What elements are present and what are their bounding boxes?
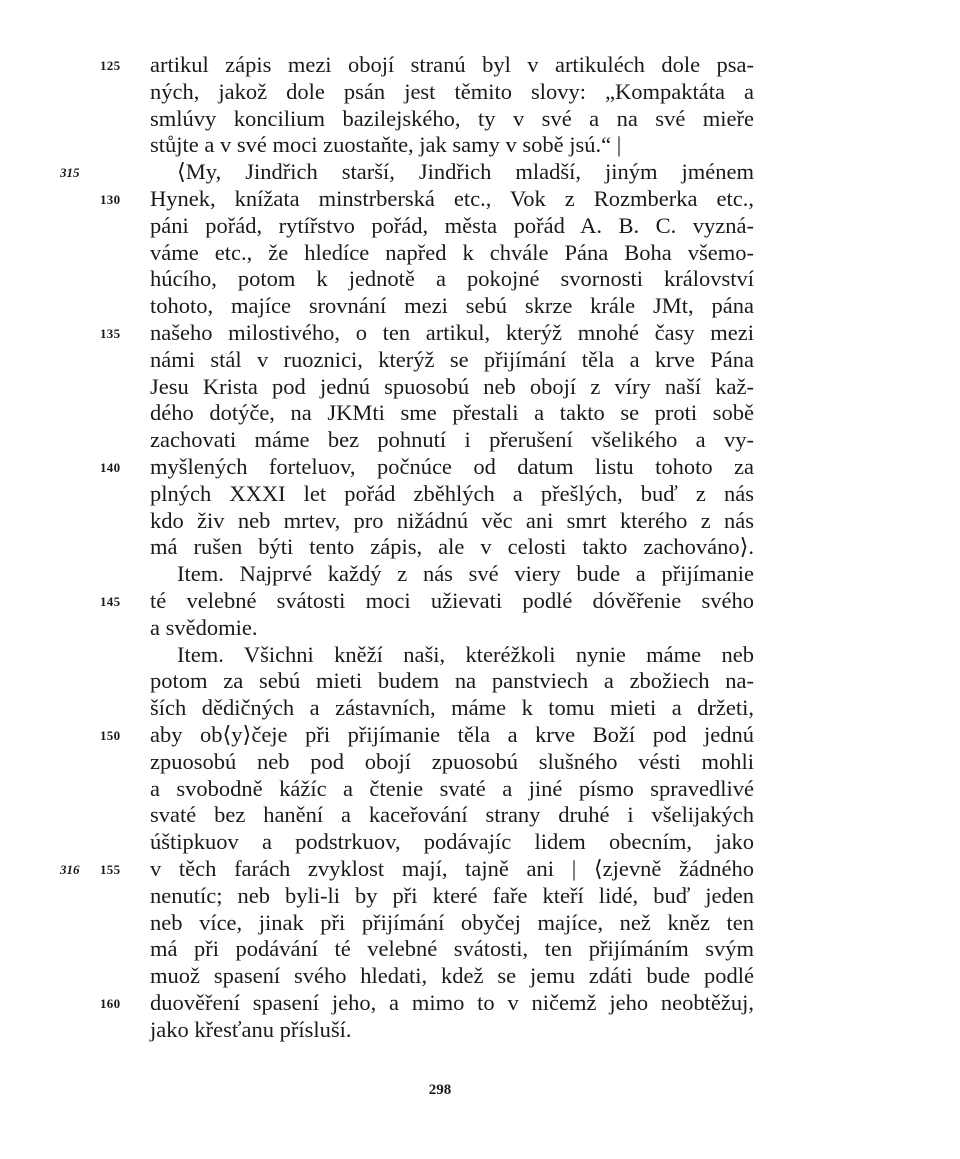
line-text: úštipkuov a podstrkuov, podávajíc lidem obecním, jako <box>150 829 754 855</box>
line-number: 150 <box>100 727 121 743</box>
text-line <box>0 106 960 133</box>
line-number: 155 <box>100 861 121 877</box>
text-line <box>0 642 960 669</box>
text-block <box>0 52 960 1043</box>
line-text: myšlených forteluov, počnúce od datum listu tohoto za <box>150 453 754 479</box>
line-text: má při podávání té velebné svátosti, ten přijímáním svým <box>150 936 754 962</box>
line-text: v těch farách zvyklost mají, tajně ani | ⟨zjevně žádného <box>150 855 754 881</box>
text-line <box>0 186 960 213</box>
line-number: 135 <box>100 325 121 341</box>
line-text: ších dědičných a zástavních, máme k tomu mieti a držeti, <box>150 695 754 721</box>
text-line <box>0 508 960 535</box>
line-text: našeho milostivého, o ten artikul, kterýž mnohé časy mezi <box>150 319 754 345</box>
text-line <box>0 936 960 963</box>
text-line <box>0 347 960 374</box>
text-line <box>0 213 960 240</box>
line-text: Hynek, knížata minstrberská etc., Vok z Rozmberka etc., <box>150 185 754 211</box>
text-line <box>0 802 960 829</box>
line-text: a svědomie. <box>150 614 258 640</box>
line-text: a svobodně kážíc a čtenie svaté a jiné písmo spravedlivé <box>150 775 754 801</box>
source-page-ref: 316 <box>60 861 80 877</box>
line-text: má rušen býti tento zápis, ale v celosti takto zachováno⟩. <box>150 534 754 560</box>
text-line <box>0 1017 960 1044</box>
text-line <box>0 293 960 320</box>
text-line <box>0 829 960 856</box>
page-number: 298 <box>428 1082 452 1098</box>
line-text: nenutíc; neb byli-li by při které faře kteří lidé, buď jeden <box>150 882 754 908</box>
line-text: stůjte a v své moci zuostaňte, jak samy v sobě jsú.“ | <box>150 132 622 158</box>
line-text: Jesu Krista pod jednú spuosobú neb obojí z víry naší kaž- <box>150 373 754 399</box>
text-line <box>0 374 960 401</box>
source-page-ref: 315 <box>60 165 80 181</box>
text-line <box>0 240 960 267</box>
line-number: 140 <box>100 459 121 475</box>
line-text: neb více, jinak při přijímání obyčej majíce, než kněz ten <box>150 909 754 935</box>
text-line <box>0 776 960 803</box>
text-line <box>0 320 960 347</box>
line-text: Item. Všichni kněží naši, kteréžkoli nynie máme neb <box>177 641 754 667</box>
line-text: Item. Najprvé každý z nás své viery bude a přijímanie <box>177 561 754 587</box>
line-text: váme etc., že hledíce napřed k chvále Pána Boha všemo- <box>150 239 754 265</box>
text-line <box>0 159 960 186</box>
line-text: muož spasení svého hledati, kdež se jemu zdáti bude podlé <box>150 963 754 989</box>
line-text: plných XXXI let pořád zběhlých a přešlých, buď z nás <box>150 480 754 506</box>
text-line <box>0 615 960 642</box>
line-number: 130 <box>100 191 121 207</box>
line-text: húcího, potom k jednotě a pokojné svornosti království <box>150 266 754 292</box>
line-text: ⟨My, Jindřich starší, Jindřich mladší, jiným jménem <box>177 159 754 185</box>
text-line <box>0 722 960 749</box>
text-line <box>0 79 960 106</box>
text-line <box>0 427 960 454</box>
text-line <box>0 561 960 588</box>
text-line <box>0 588 960 615</box>
line-text: duověření spasení jeho, a mimo to v ničemž jeho neobtěžuj, <box>150 989 754 1015</box>
line-text: ných, jakož dole psán jest těmito slovy: „Kompaktáta a <box>150 78 754 104</box>
line-text: dého dotýče, na JKMti sme přestali a takto se proti sobě <box>150 400 754 426</box>
line-number: 145 <box>100 593 121 609</box>
text-line <box>0 910 960 937</box>
line-text: svaté bez hanění a kaceřování strany druhé i všelijakých <box>150 802 754 828</box>
text-line <box>0 454 960 481</box>
line-text: tohoto, majíce srovnání mezi sebú skrze krále JMt, pána <box>150 293 754 319</box>
text-line <box>0 749 960 776</box>
line-text: artikul zápis mezi obojí stranú byl v artikuléch dole psa- <box>150 52 754 77</box>
text-line <box>0 132 960 159</box>
line-number: 160 <box>100 995 121 1011</box>
line-text: potom za sebú mieti budem na panstviech a zbožiech na- <box>150 668 754 694</box>
text-line <box>0 266 960 293</box>
line-text: jako křesťanu přísluší. <box>150 1016 352 1042</box>
line-text: zpuosobú neb pod obojí zpuosobú slušného vésti mohli <box>150 748 754 774</box>
text-line <box>0 534 960 561</box>
line-text: té velebné svátosti moci užievati podlé dóvěřenie svého <box>150 587 754 613</box>
line-text: zachovati máme bez pohnutí i přerušení všelikého a vy- <box>150 427 754 453</box>
text-line <box>0 963 960 990</box>
text-line <box>0 695 960 722</box>
text-line <box>0 856 960 883</box>
text-line <box>0 883 960 910</box>
line-number: 125 <box>100 58 121 73</box>
line-text: smlúvy koncilium bazilejského, ty v své a na své mieře <box>150 105 754 131</box>
line-text: aby ob⟨y⟩čeje při přijímanie těla a krve Boží pod jednú <box>150 721 754 747</box>
text-line <box>0 481 960 508</box>
text-line <box>0 400 960 427</box>
text-line <box>0 668 960 695</box>
line-text: páni pořád, rytířstvo pořád, města pořád A. B. C. vyzná- <box>150 212 754 238</box>
text-line <box>0 52 960 79</box>
line-text: kdo živ neb mrtev, pro nižádnú věc ani smrt kterého z nás <box>150 507 754 533</box>
text-line <box>0 990 960 1017</box>
line-text: námi stál v ruoznici, kterýž se přijímání těla a krve Pána <box>150 346 754 372</box>
